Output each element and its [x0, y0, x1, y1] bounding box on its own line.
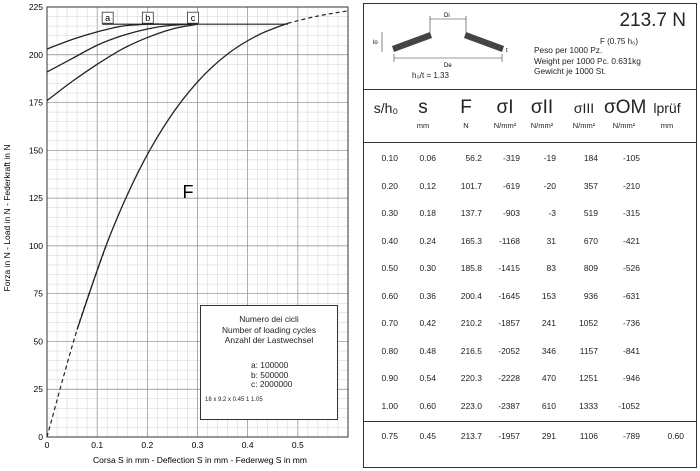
column-header-unit: N/mm² — [530, 121, 554, 130]
table-cell: -736 — [622, 318, 640, 328]
table-cell: 0.30 — [381, 208, 398, 218]
legend-title-de: Anzahl der Lastwechsel — [224, 335, 314, 345]
height-thickness-ratio: h₀/t = 1.33 — [412, 71, 449, 80]
table-cell: 83 — [546, 263, 556, 273]
column-header — [604, 97, 647, 130]
y-axis-label: Forza in N - Load in N - Federkraft in N — [2, 144, 12, 292]
legend-title-it: Numero dei cicli — [239, 314, 299, 324]
table-cell: 0.20 — [381, 180, 398, 191]
cycles-list — [251, 361, 292, 390]
y-tick-label: 125 — [28, 193, 43, 204]
x-tick-label: 0.3 — [191, 440, 204, 450]
label-t: t — [506, 48, 508, 54]
table-cell: -1415 — [498, 263, 520, 273]
table-cell: 0.12 — [419, 180, 436, 191]
column-header-unit: mm — [660, 121, 674, 130]
weight-info — [534, 45, 641, 77]
table-cell: -841 — [622, 345, 640, 356]
table-cell: 1251 — [579, 373, 598, 383]
table-cell: -2052 — [498, 345, 520, 356]
table-cell: -1052 — [618, 400, 640, 411]
label-de: De — [444, 63, 452, 69]
column-header — [566, 98, 602, 130]
table-cell: -1957 — [498, 431, 520, 441]
table-cell: 0.18 — [419, 208, 436, 218]
x-tick-label: 0 — [44, 440, 50, 450]
table-cell: 223.0 — [460, 400, 482, 411]
table-cell: 1106 — [579, 431, 598, 441]
table-cell: 670 — [583, 235, 598, 246]
series-a-label: a — [105, 13, 111, 24]
table-cell: 101.7 — [460, 180, 482, 191]
table-cell: -3 — [548, 208, 556, 218]
table-row — [364, 392, 696, 419]
x-tick-label: 0.5 — [291, 440, 304, 450]
table-cell: 0.36 — [419, 290, 436, 301]
table-row — [364, 364, 696, 391]
table-cell: 185.8 — [460, 263, 482, 273]
table-cell: -319 — [502, 153, 520, 163]
table-cell: 0.80 — [381, 345, 398, 356]
x-tick-label: 0.4 — [241, 440, 254, 450]
spec-panel — [363, 3, 697, 468]
column-header-symbol: σII — [530, 97, 554, 118]
table-cell: -631 — [622, 290, 640, 301]
column-header — [446, 98, 486, 130]
table-cell: 519 — [583, 208, 598, 218]
table-cell: -789 — [622, 431, 640, 441]
table-cell: 291 — [541, 431, 556, 441]
series-c-label: c — [190, 13, 196, 24]
series-b-label: b — [145, 13, 151, 24]
column-header-symbol: σOM — [604, 97, 647, 118]
x-tick-label: 0.2 — [141, 440, 154, 450]
weight-line-de: Gewicht je 1000 St. — [534, 66, 606, 76]
column-header — [646, 98, 688, 130]
y-tick-label: 50 — [33, 336, 43, 347]
y-tick-label: 75 — [33, 288, 43, 299]
table-cell: 610 — [541, 400, 556, 411]
table-row — [364, 199, 696, 226]
table-cell: 200.4 — [460, 290, 482, 301]
label-lo: lo — [373, 40, 378, 46]
x-tick-label: 0.1 — [91, 440, 104, 450]
y-tick-label: 0 — [38, 432, 43, 442]
table-cell: -946 — [622, 373, 640, 383]
y-tick-label: 175 — [28, 97, 43, 108]
table-cell: -1168 — [498, 235, 520, 246]
column-header-symbol: s/h₀ — [373, 100, 399, 116]
table-cell: 0.24 — [419, 235, 436, 246]
y-tick-label: 200 — [28, 49, 43, 60]
table-row — [364, 309, 696, 336]
table-cell: 0.70 — [381, 318, 398, 328]
table-cell: -2228 — [498, 373, 520, 383]
table-row — [364, 254, 696, 281]
y-tick-label: 25 — [33, 384, 43, 395]
table-cell: 0.06 — [419, 153, 436, 163]
weight-line-en: Weight per 1000 Pc. 0.631kg — [534, 55, 641, 66]
table-row — [364, 282, 696, 309]
table-cell: 0.42 — [419, 318, 436, 328]
table-cell: -1645 — [498, 290, 520, 301]
series-b-line — [47, 24, 198, 72]
cycle-a: a: 100000 — [251, 360, 289, 370]
table-cell: 0.45 — [419, 431, 436, 441]
table-cell: 0.48 — [419, 345, 436, 356]
column-header-symbol: σIII — [573, 100, 595, 116]
table-row — [364, 144, 696, 171]
column-header-unit: N/mm² — [572, 121, 596, 130]
table-cell: 809 — [583, 263, 598, 273]
column-header — [370, 98, 402, 121]
series-F-line — [77, 23, 288, 329]
cycle-c: c: 2000000 — [251, 379, 293, 389]
table-cell: 0.10 — [381, 153, 398, 163]
column-header-symbol: F — [460, 97, 472, 118]
table-cell: 1.00 — [381, 400, 398, 411]
spec-header — [364, 4, 696, 90]
table-cell: 1157 — [579, 345, 598, 356]
column-header-symbol: lprüf — [653, 100, 681, 116]
legend-title-en: Number of loading cycles — [221, 324, 317, 335]
table-cell: -315 — [622, 208, 640, 218]
table-header — [364, 90, 696, 143]
table-cell: 0.50 — [381, 263, 398, 273]
test-force: 213.7 N — [619, 10, 686, 31]
table-cell: 0.60 — [381, 290, 398, 301]
table-cell: 210.2 — [460, 318, 482, 328]
table-cell: 153 — [541, 290, 556, 301]
table-cell: 137.7 — [460, 208, 482, 218]
y-tick-label: 100 — [28, 240, 43, 251]
table-cell: 220.3 — [460, 373, 482, 383]
column-header-unit: mm — [416, 121, 430, 130]
spring-dimensions: 18 x 9.2 x 0.45 1 1.05 — [205, 397, 263, 403]
column-header-symbol: s — [418, 97, 428, 118]
table-cell: 0.90 — [381, 373, 398, 383]
column-header-unit: N/mm² — [612, 121, 636, 130]
table-cell: -526 — [622, 263, 640, 273]
y-tick-label: 225 — [28, 2, 43, 12]
table-cell: -421 — [622, 235, 640, 246]
table-cell: 213.7 — [460, 431, 482, 441]
table-cell: -210 — [622, 180, 640, 191]
table-cell: 470 — [541, 373, 556, 383]
test-force-note: F (0.75 h₀) — [600, 37, 638, 46]
table-cell: 56.2 — [465, 153, 482, 163]
table-cell: 0.30 — [419, 263, 436, 273]
table-cell: 0.60 — [419, 400, 436, 411]
table-cell: -2387 — [498, 400, 520, 411]
column-header — [524, 98, 560, 130]
table-cell: 1052 — [579, 318, 598, 328]
table-cell: 31 — [546, 235, 556, 246]
table-cell: 216.5 — [460, 345, 482, 356]
table-row-final — [364, 422, 696, 449]
table-cell: 184 — [583, 153, 598, 163]
cycles-legend-box — [200, 305, 338, 420]
series-F-label: F — [182, 182, 194, 203]
column-header-unit: N/mm² — [493, 121, 517, 130]
table-cell: -105 — [622, 153, 640, 163]
table-cell: 936 — [583, 290, 598, 301]
table-cell: 165.3 — [460, 235, 482, 246]
x-axis-label: Corsa S in mm - Deflection S in mm - Federweg S in mm — [93, 455, 307, 465]
column-header — [486, 98, 524, 130]
table-cell: 357 — [583, 180, 598, 191]
y-tick-label: 150 — [28, 145, 43, 156]
label-di: Di — [444, 13, 450, 19]
table-cell: 0.40 — [381, 235, 398, 246]
table-cell: 0.75 — [381, 431, 398, 441]
weight-line-it: Peso per 1000 Pz. — [534, 45, 603, 55]
table-cell: 241 — [541, 318, 556, 328]
column-header-symbol: σI — [496, 97, 514, 118]
table-cell: -619 — [502, 180, 520, 191]
table-cell: -19 — [543, 153, 556, 163]
column-header-unit: N — [463, 121, 469, 130]
table-cell: 346 — [541, 345, 556, 356]
table-cell: -20 — [543, 180, 556, 191]
table-cell: -1857 — [498, 318, 520, 328]
table-cell: 1333 — [579, 400, 598, 411]
table-cell: 0.54 — [419, 373, 436, 383]
table-cell: -903 — [502, 208, 520, 218]
table-cell: 0.60 — [667, 431, 684, 441]
table-row — [364, 337, 696, 364]
cycle-b: b: 500000 — [251, 369, 289, 380]
table-row — [364, 172, 696, 199]
disc-spring-diagram — [370, 8, 510, 70]
column-header — [406, 98, 440, 130]
table-row — [364, 227, 696, 254]
